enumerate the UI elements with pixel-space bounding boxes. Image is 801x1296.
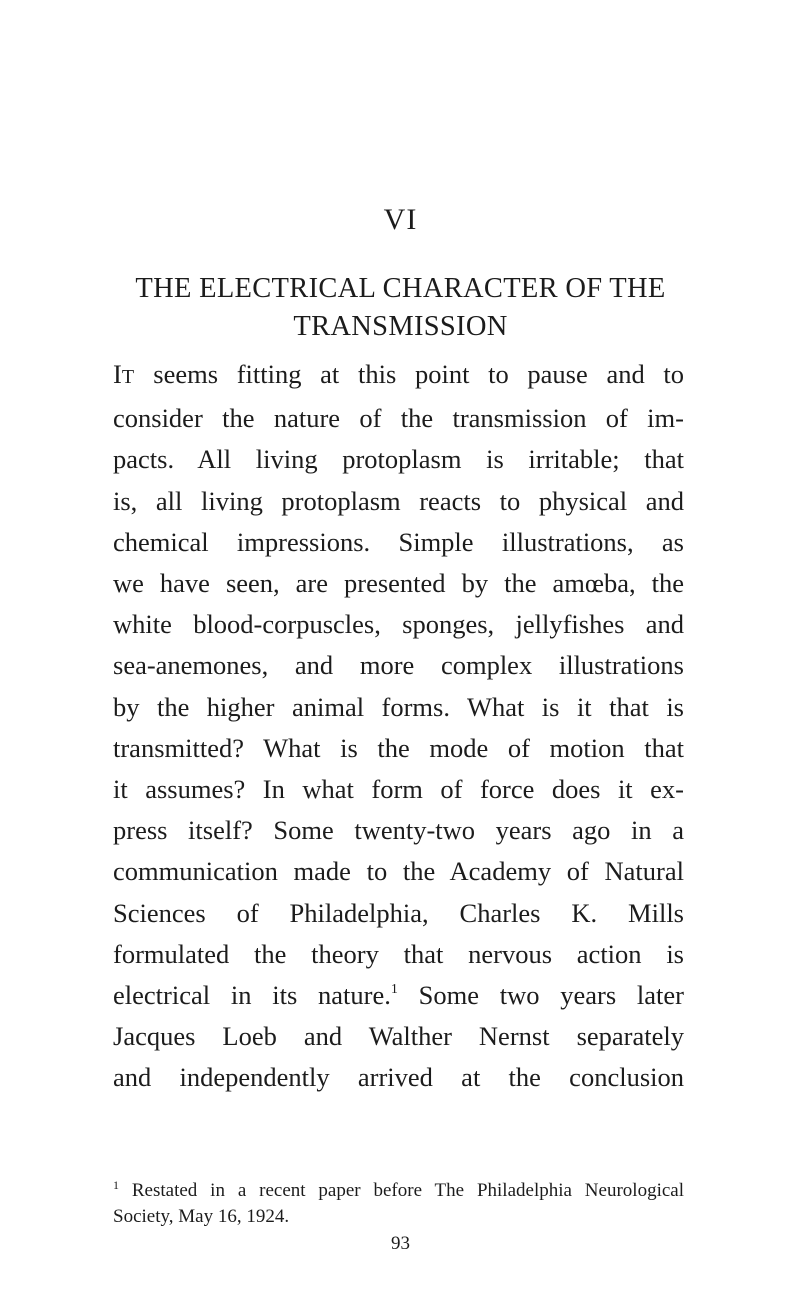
body-line: white blood-corpuscles, sponges, jellyfishes and [113,609,684,640]
footnote [113,1178,684,1230]
body-line: chemical impressions. Simple illustrations, as [113,526,684,557]
body-line: it assumes? In what form of force does it ex- [113,774,684,805]
footnote-line [113,1178,684,1204]
body-line: we have seen, are presented by the amœba, the [113,568,684,599]
body-line-1-text: seems fitting at this point to pause and to [153,359,685,389]
footnote-line: Society, May 16, 1924. [113,1206,290,1227]
body-paragraph [113,354,684,1099]
body-line: by the higher animal forms. What is it that is [113,691,684,722]
footnote-text: Restated in a recent paper before The Philadelphia Neurological [119,1180,684,1201]
body-line: pacts. All living protoplasm is irritable; that [113,444,684,475]
body-line-16-text: electrical in its nature. [113,980,391,1011]
body-line: and independently arrived at the conclusion [113,1062,684,1093]
page-number: 93 [391,1233,410,1254]
small-caps-initial: I [113,359,122,389]
body-line: Sciences of Philadelphia, Charles K. Mills [113,897,684,928]
body-line [113,975,684,1016]
body-line-16-rest: Some two years later [397,980,684,1011]
footnote-reference: 1 [390,982,398,998]
body-line: communication made to the Academy of Natural [113,856,684,887]
chapter-title-line-1: THE ELECTRICAL CHARACTER OF THE [135,273,666,304]
body-line: formulated the theory that nervous action is [113,938,684,969]
small-caps-rest: T [121,366,135,388]
footnote-marker: 1 [113,1178,119,1192]
body-line [113,354,684,398]
body-line: Jacques Loeb and Walther Nernst separately [113,1021,684,1052]
chapter-title-line-2: TRANSMISSION [293,311,508,342]
chapter-number: VI [383,203,418,236]
body-line: sea-anemones, and more complex illustrations [113,650,684,681]
body-line: consider the nature of the transmission of im- [113,403,684,434]
body-line: transmitted? What is the mode of motion that [113,732,684,763]
body-line: press itself? Some twenty-two years ago in a [113,815,684,846]
chapter-title [0,270,801,346]
body-line: is, all living protoplasm reacts to physical and [113,485,684,516]
